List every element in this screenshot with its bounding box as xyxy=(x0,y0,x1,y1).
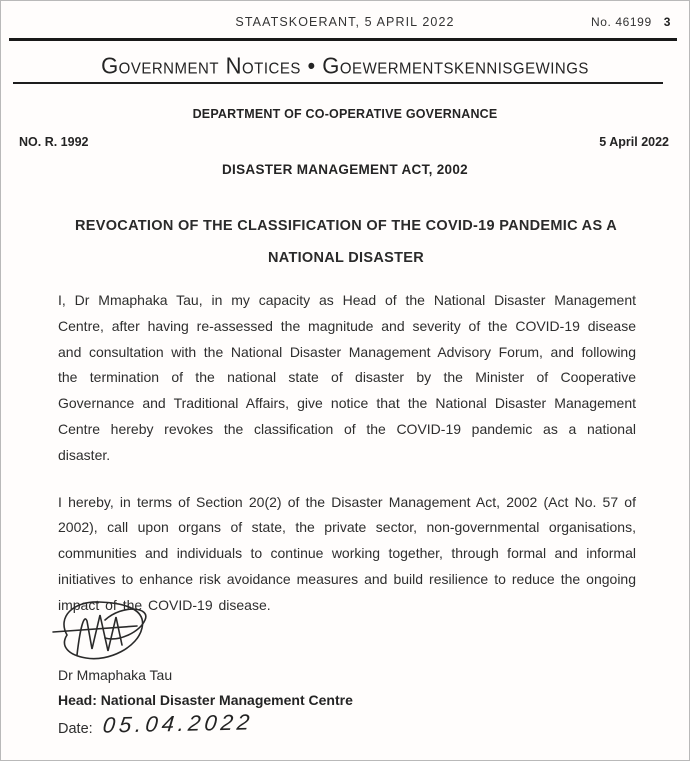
notice-title-line1: REVOCATION OF THE CLASSIFICATION OF THE COVID-19 PANDEMIC AS A xyxy=(75,218,617,234)
notice-body xyxy=(58,288,636,640)
notice-meta-row xyxy=(19,135,669,151)
signature-scribble-icon xyxy=(47,595,165,667)
header-rule-thick xyxy=(9,38,677,41)
signatory-name: Dr Mmaphaka Tau xyxy=(58,667,173,683)
body-paragraph-1: I, Dr Mmaphaka Tau, in my capacity as Head of the National Disaster Management Centre, after having re-assessed the magnitude and severity of the COVID-19 disease and consultation with the National Disaster Management Advisory Forum, and following the termination of the national state of disaster by the Minister of Cooperative Governance and Traditional Affairs, give notice that the National Disaster Management Centre hereby revokes the classification of the COVID-19 pandemic as a national disaster. xyxy=(58,292,636,463)
department-heading: DEPARTMENT OF CO-OPERATIVE GOVERNANCE xyxy=(192,107,498,121)
notice-title-line2: NATIONAL DISASTER xyxy=(267,250,424,266)
date-label: Date: xyxy=(58,720,93,737)
gazette-header xyxy=(1,15,689,33)
date-row xyxy=(58,709,255,739)
gazette-issue-block xyxy=(591,15,671,29)
act-title: DISASTER MANAGEMENT ACT, 2002 xyxy=(222,162,468,177)
body-paragraph-2: I hereby, in terms of Section 20(2) of the Disaster Management Act, 2002 (Act No. 57 of 2002), call upon organs of state, the private sector, non-governmental organisations, communities and individuals to continue working together, through formal and informal initiatives to enhance risk avoidance measures and build resilience to reduce the ongoing impact of the COVID-19 disease. xyxy=(58,493,636,613)
page-number: 3 xyxy=(663,15,671,29)
handwritten-date: 05.04.2022 xyxy=(101,709,255,738)
signatory-title: Head: National Disaster Management Centre xyxy=(58,692,353,708)
notice-date: 5 April 2022 xyxy=(599,135,669,149)
notice-title xyxy=(41,210,651,274)
issue-number: No. 46199 xyxy=(590,15,652,29)
gazette-title: STAATSKOERANT, 5 APRIL 2022 xyxy=(235,15,455,29)
banner-rule-double xyxy=(13,82,663,84)
notices-banner-title: Government Notices • Goewermentskennisgewings xyxy=(101,52,589,79)
notice-number: NO. R. 1992 xyxy=(19,135,89,149)
